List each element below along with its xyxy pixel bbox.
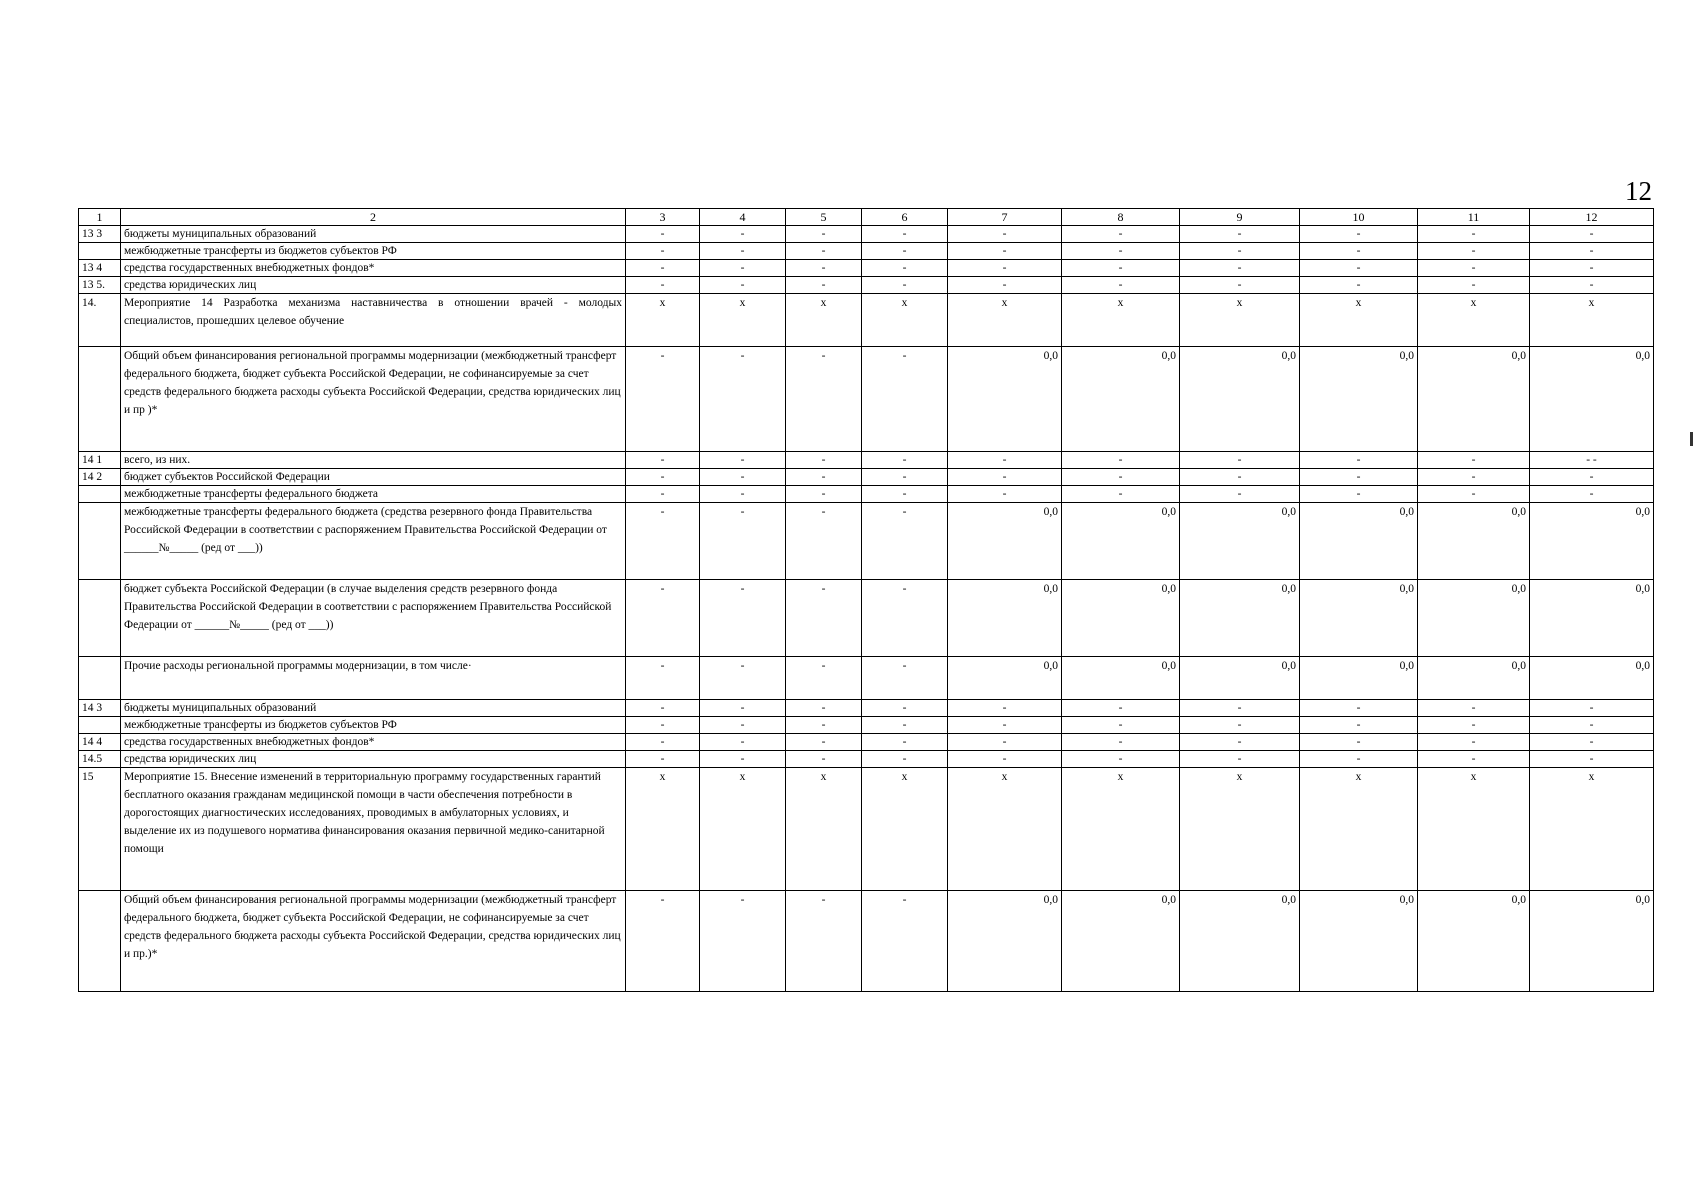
value-cell: - [948,277,1062,294]
table-row [79,657,1654,700]
value-cell: - [626,700,700,717]
value-cell: - [700,226,786,243]
value-cell: 0,0 [1300,503,1418,580]
value-cell: х [1300,294,1418,347]
value-cell: - [626,580,700,657]
value-cell: 0,0 [1180,657,1300,700]
value-cell: - [862,347,948,452]
value-cell: - [626,734,700,751]
value-cell: - [1062,486,1180,503]
page-number: 12 [1625,176,1652,206]
value-cell: - [948,700,1062,717]
value-cell: - [1062,469,1180,486]
value-cell: - [1530,469,1654,486]
value-cell: - [1530,243,1654,260]
value-cell: - [786,486,862,503]
value-cell: - [862,657,948,700]
value-cell: х [626,768,700,891]
value-cell: х [1418,294,1530,347]
row-description: межбюджетные трансферты федерального бюджета (средства резервного фонда Правительства Российской Федерации в соответствии с распоряжением Правительства Российской Федерации от ______№_____ (ред от ___)) [121,503,626,580]
value-cell: - [1300,277,1418,294]
table-row [79,294,1654,347]
value-cell: 0,0 [1180,891,1300,992]
value-cell: - [1062,700,1180,717]
value-cell: - [1300,734,1418,751]
value-cell: х [786,768,862,891]
value-cell: х [1530,294,1654,347]
value-cell: - [1180,260,1300,277]
row-number: 14.5 [79,751,121,768]
column-header: 5 [786,209,862,226]
row-number [79,486,121,503]
table-row [79,891,1654,992]
value-cell: - [786,580,862,657]
table-row [79,734,1654,751]
value-cell: - [948,751,1062,768]
value-cell: - [862,452,948,469]
row-number: 14. [79,294,121,347]
value-cell: 0,0 [1180,347,1300,452]
value-cell: - [948,734,1062,751]
value-cell: - [626,469,700,486]
table-row [79,226,1654,243]
row-number: 13 3 [79,226,121,243]
row-number: 13 4 [79,260,121,277]
value-cell: - [626,277,700,294]
value-cell: - [786,277,862,294]
value-cell: - [1418,751,1530,768]
value-cell: - [700,452,786,469]
value-cell: - [862,580,948,657]
value-cell: - [1418,260,1530,277]
table-row [79,486,1654,503]
value-cell: - [1418,734,1530,751]
row-number [79,891,121,992]
value-cell: - [1418,243,1530,260]
row-number [79,347,121,452]
value-cell: - [1062,734,1180,751]
value-cell: 0,0 [1062,657,1180,700]
table-row [79,580,1654,657]
value-cell: х [1062,768,1180,891]
value-cell: - [700,503,786,580]
row-description: межбюджетные трансферты федерального бюджета [121,486,626,503]
value-cell: - [862,260,948,277]
value-cell: х [1418,768,1530,891]
value-cell: - [948,717,1062,734]
value-cell: - [626,891,700,992]
value-cell: х [1180,294,1300,347]
value-cell: 0,0 [1062,580,1180,657]
value-cell: - [626,486,700,503]
value-cell: - [862,469,948,486]
value-cell: 0,0 [1418,891,1530,992]
table-row [79,700,1654,717]
value-cell: - [948,243,1062,260]
column-header: 12 [1530,209,1654,226]
row-number [79,657,121,700]
value-cell: - [700,486,786,503]
row-number: 14 1 [79,452,121,469]
row-number [79,580,121,657]
value-cell: - [786,700,862,717]
value-cell: - [1062,226,1180,243]
value-cell: - [1418,717,1530,734]
value-cell: - [948,452,1062,469]
value-cell: - [1062,717,1180,734]
row-number [79,243,121,260]
column-header: 11 [1418,209,1530,226]
column-header: 1 [79,209,121,226]
value-cell: - [1180,486,1300,503]
value-cell: 0,0 [1300,891,1418,992]
table-row [79,347,1654,452]
row-description: межбюджетные трансферты из бюджетов субъектов РФ [121,717,626,734]
value-cell: 0,0 [1530,891,1654,992]
row-description: Общий объем финансирования региональной программы модернизации (межбюджетный трансферт федерального бюджета, бюджет субъекта Российской Федерации, не софинансируемые за счет средств федерального бюджета расходы субъекта Российской Федерации, средства юридических лиц и пр.)* [121,891,626,992]
value-cell: 0,0 [1180,503,1300,580]
column-header: 7 [948,209,1062,226]
value-cell: - [1180,277,1300,294]
value-cell: - [786,347,862,452]
value-cell: 0,0 [1530,580,1654,657]
value-cell: х [862,294,948,347]
value-cell: - [1530,277,1654,294]
value-cell: - [626,226,700,243]
value-cell: 0,0 [1062,891,1180,992]
value-cell: - [786,469,862,486]
value-cell: 0,0 [1418,503,1530,580]
value-cell: - [786,503,862,580]
value-cell: - [626,751,700,768]
value-cell: - [1180,452,1300,469]
column-header: 4 [700,209,786,226]
value-cell: - [700,700,786,717]
value-cell: 0,0 [948,891,1062,992]
table-row [79,503,1654,580]
scan-edge-mark [1690,432,1693,446]
value-cell: х [948,294,1062,347]
row-description: всего, из них. [121,452,626,469]
row-description: Прочие расходы региональной программы модернизации, в том числе· [121,657,626,700]
value-cell: - [626,260,700,277]
row-number: 14 3 [79,700,121,717]
value-cell: - [1418,700,1530,717]
value-cell: - [626,717,700,734]
value-cell: - [1418,277,1530,294]
value-cell: 0,0 [1530,347,1654,452]
value-cell: - [626,657,700,700]
value-cell: - [948,260,1062,277]
column-header: 9 [1180,209,1300,226]
value-cell: 0,0 [1530,657,1654,700]
value-cell: - [1530,717,1654,734]
value-cell: - [1530,226,1654,243]
value-cell: - [1300,700,1418,717]
value-cell: - [862,734,948,751]
column-header: 8 [1062,209,1180,226]
value-cell: - [1180,700,1300,717]
table-row [79,768,1654,891]
value-cell: - [700,277,786,294]
value-cell: - [700,243,786,260]
value-cell: - [1530,734,1654,751]
value-cell: - [1062,260,1180,277]
row-number [79,717,121,734]
value-cell: 0,0 [1418,580,1530,657]
value-cell: х [948,768,1062,891]
table-row [79,452,1654,469]
row-description: средства юридических лиц [121,751,626,768]
row-number: 15 [79,768,121,891]
row-description: средства государственных внебюджетных фондов* [121,734,626,751]
value-cell: - [1418,486,1530,503]
value-cell: - [1300,243,1418,260]
value-cell: х [1062,294,1180,347]
value-cell: х [626,294,700,347]
value-cell: - [862,700,948,717]
value-cell: - [786,751,862,768]
value-cell: - [700,347,786,452]
value-cell: - [1300,751,1418,768]
table-row [79,277,1654,294]
value-cell: 0,0 [1062,503,1180,580]
row-description: бюджеты муниципальных образований [121,226,626,243]
value-cell: - [1062,243,1180,260]
value-cell: - [700,657,786,700]
row-description: Мероприятие 15. Внесение изменений в территориальную программу государственных гарантий бесплатного оказания гражданам медицинской помощи в части обеспечения потребности в дорогостоящих диагностических исследованиях, проводимых в амбулаторных условиях, и выделение их из подушевого норматива финансирования оказания первичной медико-санитарной помощи [121,768,626,891]
value-cell: - [1180,243,1300,260]
value-cell: - [626,503,700,580]
value-cell: - [1418,452,1530,469]
column-number-header [79,209,1654,226]
value-cell: - [1530,486,1654,503]
row-description: бюджет субъекта Российской Федерации (в случае выделения средств резервного фонда Правительства Российской Федерации в соответствии с распоряжением Правительства Российской Федерации от ______№_____ (ред от ___)) [121,580,626,657]
value-cell: 0,0 [1418,657,1530,700]
row-number: 13 5. [79,277,121,294]
value-cell: - [1180,717,1300,734]
row-description: межбюджетные трансферты из бюджетов субъектов РФ [121,243,626,260]
value-cell: - [700,469,786,486]
column-header: 3 [626,209,700,226]
value-cell: - [948,469,1062,486]
value-cell: - [786,657,862,700]
value-cell: - [1180,226,1300,243]
value-cell: - [862,277,948,294]
value-cell: х [700,768,786,891]
value-cell: - [700,717,786,734]
row-description: средства юридических лиц [121,277,626,294]
row-description: Мероприятие 14 Разработка механизма наставничества в отношении врачей - молодых специалистов, прошедших целевое обучение [121,294,626,347]
value-cell: х [700,294,786,347]
value-cell: 0,0 [1418,347,1530,452]
value-cell: - - [1530,452,1654,469]
value-cell: - [1180,469,1300,486]
value-cell: - [1418,469,1530,486]
value-cell: - [1180,751,1300,768]
value-cell: - [1180,734,1300,751]
value-cell: 0,0 [1300,580,1418,657]
value-cell: - [1530,260,1654,277]
value-cell: - [1300,486,1418,503]
value-cell: - [786,717,862,734]
value-cell: - [626,347,700,452]
value-cell: - [948,226,1062,243]
value-cell: 0,0 [1300,347,1418,452]
value-cell: - [786,452,862,469]
value-cell: - [1062,751,1180,768]
value-cell: - [1530,751,1654,768]
value-cell: 0,0 [1062,347,1180,452]
value-cell: - [700,751,786,768]
value-cell: 0,0 [1180,580,1300,657]
value-cell: - [786,243,862,260]
value-cell: - [1300,452,1418,469]
value-cell: х [1300,768,1418,891]
row-description: бюджеты муниципальных образований [121,700,626,717]
value-cell: - [786,226,862,243]
value-cell: - [700,260,786,277]
column-header: 10 [1300,209,1418,226]
value-cell: 0,0 [948,580,1062,657]
financing-table [78,208,1654,992]
value-cell: - [700,580,786,657]
value-cell: х [1530,768,1654,891]
value-cell: 0,0 [1300,657,1418,700]
row-number [79,503,121,580]
value-cell: - [862,717,948,734]
value-cell: 0,0 [948,347,1062,452]
value-cell: - [948,486,1062,503]
value-cell: 0,0 [948,503,1062,580]
row-description: Общий объем финансирования региональной программы модернизации (межбюджетный трансферт федерального бюджета, бюджет субъекта Российской Федерации, не софинансируемые за счет средств федерального бюджета расходы субъекта Российской Федерации, средства юридических лиц и пр )* [121,347,626,452]
value-cell: - [626,243,700,260]
table-row [79,469,1654,486]
value-cell: - [786,891,862,992]
value-cell: 0,0 [1530,503,1654,580]
column-header: 2 [121,209,626,226]
table-row [79,243,1654,260]
value-cell: - [1062,277,1180,294]
value-cell: - [1418,226,1530,243]
value-cell: - [1300,226,1418,243]
value-cell: - [862,226,948,243]
value-cell: х [862,768,948,891]
value-cell: - [862,503,948,580]
table-row [79,717,1654,734]
value-cell: - [862,243,948,260]
value-cell: - [1300,260,1418,277]
value-cell: - [862,751,948,768]
value-cell: - [862,486,948,503]
value-cell: х [786,294,862,347]
table-row [79,751,1654,768]
table-row [79,260,1654,277]
value-cell: - [786,260,862,277]
value-cell: - [1300,469,1418,486]
row-description: бюджет субъектов Российской Федерации [121,469,626,486]
row-number: 14 4 [79,734,121,751]
column-header: 6 [862,209,948,226]
value-cell: - [700,891,786,992]
value-cell: - [626,452,700,469]
row-number: 14 2 [79,469,121,486]
value-cell: - [1530,700,1654,717]
row-description: средства государственных внебюджетных фондов* [121,260,626,277]
value-cell: - [1300,717,1418,734]
value-cell: - [786,734,862,751]
value-cell: - [1062,452,1180,469]
value-cell: х [1180,768,1300,891]
value-cell: - [862,891,948,992]
value-cell: 0,0 [948,657,1062,700]
value-cell: - [700,734,786,751]
